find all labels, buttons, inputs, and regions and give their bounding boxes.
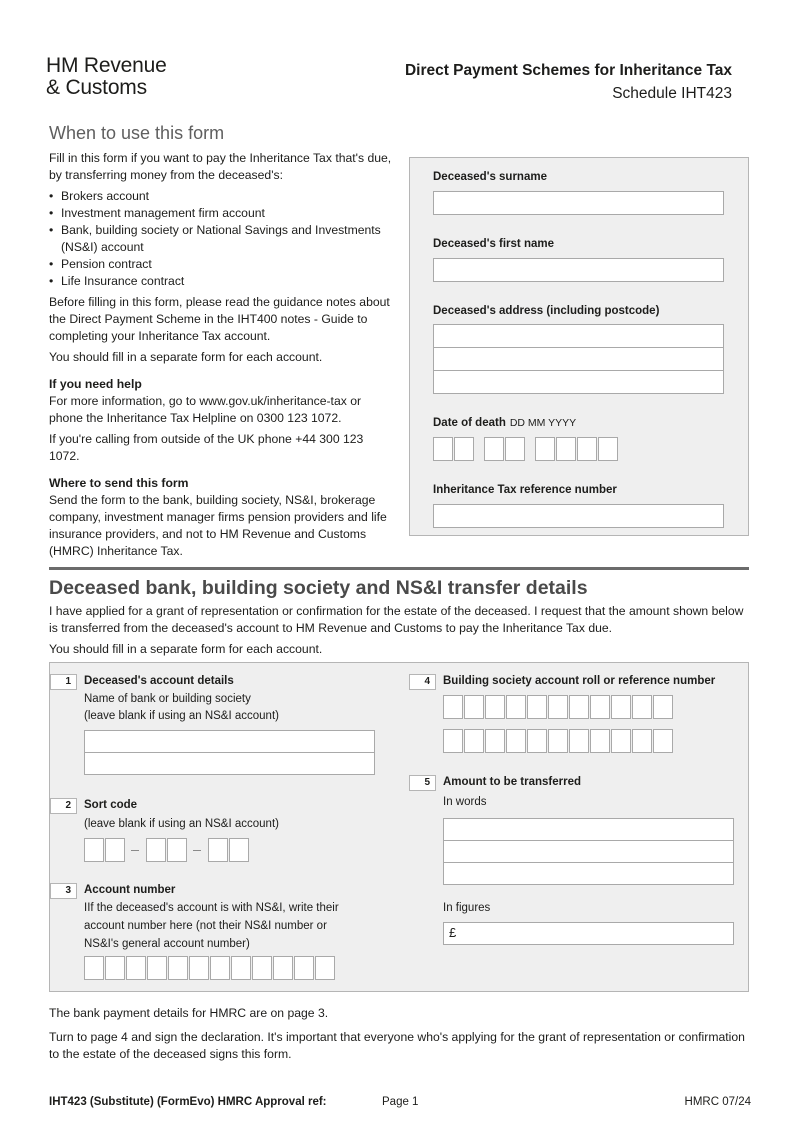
q1-bank-name-label: Name of bank or building society — [84, 693, 251, 705]
roll-number-digit[interactable] — [590, 729, 610, 753]
account-number-input — [84, 956, 339, 980]
roll-number-digit[interactable] — [611, 695, 631, 719]
q5-title: Amount to be transferred — [443, 776, 582, 788]
account-number-digit[interactable] — [231, 956, 251, 980]
sort-code-input — [84, 838, 254, 862]
account-number-digit[interactable] — [126, 956, 146, 980]
roll-number-digit[interactable] — [569, 729, 589, 753]
hmrc-logo — [46, 55, 167, 99]
address-line-1[interactable] — [433, 324, 724, 348]
roll-number-digit[interactable] — [443, 695, 463, 719]
surname-label: Deceased's surname — [433, 171, 547, 183]
section-divider — [49, 567, 749, 570]
pound-sign: £ — [449, 925, 457, 940]
iht-reference-label: Inheritance Tax reference number — [433, 484, 617, 496]
iht-reference-field[interactable] — [433, 504, 724, 528]
account-number-digit[interactable] — [315, 956, 335, 980]
section-separate-text: You should fill in a separate form for each account. — [49, 642, 323, 656]
roll-number-row-2 — [443, 729, 678, 753]
account-number-digit[interactable] — [210, 956, 230, 980]
roll-number-digit[interactable] — [632, 729, 652, 753]
roll-number-digit[interactable] — [506, 729, 526, 753]
footer-page-number: Page 1 — [382, 1096, 419, 1108]
roll-number-digit[interactable] — [653, 695, 673, 719]
date-of-death-input — [433, 437, 623, 461]
dod-year-digit-3[interactable] — [577, 437, 597, 461]
footer-version: HMRC 07/24 — [684, 1096, 751, 1108]
roll-number-digit[interactable] — [548, 695, 568, 719]
guidance-column — [49, 150, 394, 564]
amount-words-line-2[interactable] — [443, 840, 734, 863]
dod-format-hint: DD MM YYYY — [509, 417, 577, 429]
sort-code-digit[interactable] — [84, 838, 104, 862]
address-line-3[interactable] — [433, 370, 724, 394]
list-item: • Brokers account — [49, 188, 394, 205]
logo-line-2: & Customs — [46, 76, 147, 99]
first-name-field[interactable] — [433, 258, 724, 282]
dod-label-text: Date of death — [433, 417, 506, 429]
q3-title: Account number — [84, 884, 176, 896]
list-item: • Investment management firm account — [49, 205, 394, 222]
section-intro — [49, 603, 749, 662]
transfer-details-box — [49, 662, 749, 992]
bank-details-note: The bank payment details for HMRC are on page 3. — [49, 1006, 329, 1020]
first-name-label: Deceased's first name — [433, 238, 554, 250]
amount-words-line-1[interactable] — [443, 818, 734, 841]
dod-year-digit-4[interactable] — [598, 437, 618, 461]
dod-day-digit-2[interactable] — [454, 437, 474, 461]
q2-title: Sort code — [84, 799, 138, 811]
question-number-5: 5 — [409, 775, 436, 791]
q4-title: Building society account roll or reference number — [443, 675, 716, 687]
outside-uk-text: If you're calling from outside of the UK phone +44 300 123 1072. — [49, 432, 364, 463]
q1-ns-i-hint: (leave blank if using an NS&I account) — [84, 710, 279, 722]
surname-field[interactable] — [433, 191, 724, 215]
before-text: Before filling in this form, please read the guidance notes about the Direct Payment Scheme in the IHT400 notes - Guide to completing your Inheritance Tax account. — [49, 295, 390, 343]
bank-name-line-1[interactable] — [84, 730, 375, 753]
bank-name-line-2[interactable] — [84, 752, 375, 775]
declaration-note: Turn to page 4 and sign the declaration. It's important that everyone who's applying for the grant of representation or confirmation to the estate of the deceased signs this form. — [49, 1030, 745, 1061]
question-number-3: 3 — [50, 883, 77, 899]
closing-text — [49, 1005, 749, 1067]
q3-ns-i-text: IIf the deceased's account is with NS&I, write their account number here (not their NS&I number or NS&I's general account number) — [84, 902, 339, 950]
sort-code-digit[interactable] — [105, 838, 125, 862]
roll-number-digit[interactable] — [443, 729, 463, 753]
sort-code-separator — [131, 850, 139, 851]
question-number-2: 2 — [50, 798, 77, 814]
account-number-digit[interactable] — [189, 956, 209, 980]
sort-code-digit[interactable] — [208, 838, 228, 862]
sort-code-digit[interactable] — [167, 838, 187, 862]
roll-number-digit[interactable] — [569, 695, 589, 719]
send-heading: Where to send this form — [49, 476, 189, 490]
question-number-1: 1 — [50, 674, 77, 690]
dod-day-digit-1[interactable] — [433, 437, 453, 461]
list-item: • Bank, building society or National Savings and Investments (NS&I) account — [49, 222, 394, 256]
roll-number-digit[interactable] — [653, 729, 673, 753]
roll-number-row-1 — [443, 695, 678, 719]
dod-year-digit-2[interactable] — [556, 437, 576, 461]
address-line-2[interactable] — [433, 347, 724, 371]
separate-form-text: You should fill in a separate form for each account. — [49, 350, 323, 364]
q1-title: Deceased's account details — [84, 675, 234, 687]
dod-month-digit-1[interactable] — [484, 437, 504, 461]
in-words-label: In words — [443, 796, 487, 808]
send-text: Send the form to the bank, building society, NS&I, brokerage company, investment manager firms pension providers and life insurance providers, and not to HM Revenue and Customs (HMRC) Inheritance Tax. — [49, 493, 387, 558]
help-text: For more information, go to www.gov.uk/inheritance-tax or phone the Inheritance Tax Helpline on 0300 123 1072. — [49, 394, 362, 425]
roll-number-digit[interactable] — [506, 695, 526, 719]
roll-number-digit[interactable] — [590, 695, 610, 719]
roll-number-digit[interactable] — [485, 695, 505, 719]
sort-code-separator — [193, 850, 201, 851]
dod-month-digit-2[interactable] — [505, 437, 525, 461]
roll-number-digit[interactable] — [485, 729, 505, 753]
intro-text: Fill in this form if you want to pay the Inheritance Tax that's due, by transferring money from the deceased's: — [49, 151, 392, 182]
form-title: Direct Payment Schemes for Inheritance Tax — [404, 62, 732, 79]
roll-number-digit[interactable] — [611, 729, 631, 753]
account-number-digit[interactable] — [252, 956, 272, 980]
question-number-4: 4 — [409, 674, 436, 690]
dod-year-digit-1[interactable] — [535, 437, 555, 461]
section-intro-text: I have applied for a grant of representation or confirmation for the estate of the deceased. I request that the amount shown below is transferred from the deceased's account to HM Revenue and Customs to pay the Inheritance Tax due. — [49, 604, 744, 635]
roll-number-digit[interactable] — [548, 729, 568, 753]
footer-form-ref: IHT423 (Substitute) (FormEvo) HMRC Approval ref: — [49, 1096, 327, 1108]
list-item: • Pension contract — [49, 256, 394, 273]
roll-number-digit[interactable] — [632, 695, 652, 719]
account-number-digit[interactable] — [273, 956, 293, 980]
account-number-digit[interactable] — [168, 956, 188, 980]
form-schedule: Schedule IHT423 — [612, 85, 732, 102]
sort-code-digit[interactable] — [229, 838, 249, 862]
date-of-death-label — [433, 417, 576, 429]
account-type-list — [49, 188, 394, 290]
roll-number-digit[interactable] — [527, 695, 547, 719]
help-heading: If you need help — [49, 377, 142, 391]
when-to-use-heading: When to use this form — [49, 123, 225, 143]
in-figures-label: In figures — [443, 902, 491, 914]
account-number-digit[interactable] — [294, 956, 314, 980]
account-number-digit[interactable] — [105, 956, 125, 980]
amount-figures-field[interactable] — [443, 922, 734, 945]
roll-number-digit[interactable] — [464, 695, 484, 719]
section-heading: Deceased bank, building society and NS&I transfer details — [49, 577, 588, 599]
amount-words-line-3[interactable] — [443, 862, 734, 885]
sort-code-digit[interactable] — [146, 838, 166, 862]
roll-number-digit[interactable] — [464, 729, 484, 753]
deceased-details-box — [409, 157, 749, 536]
account-number-digit[interactable] — [84, 956, 104, 980]
account-number-digit[interactable] — [147, 956, 167, 980]
list-item: • Life Insurance contract — [49, 273, 394, 290]
logo-line-1: HM Revenue — [46, 54, 167, 77]
roll-number-digit[interactable] — [527, 729, 547, 753]
address-label: Deceased's address (including postcode) — [433, 305, 660, 317]
q2-ns-i-hint: (leave blank if using an NS&I account) — [84, 818, 279, 830]
